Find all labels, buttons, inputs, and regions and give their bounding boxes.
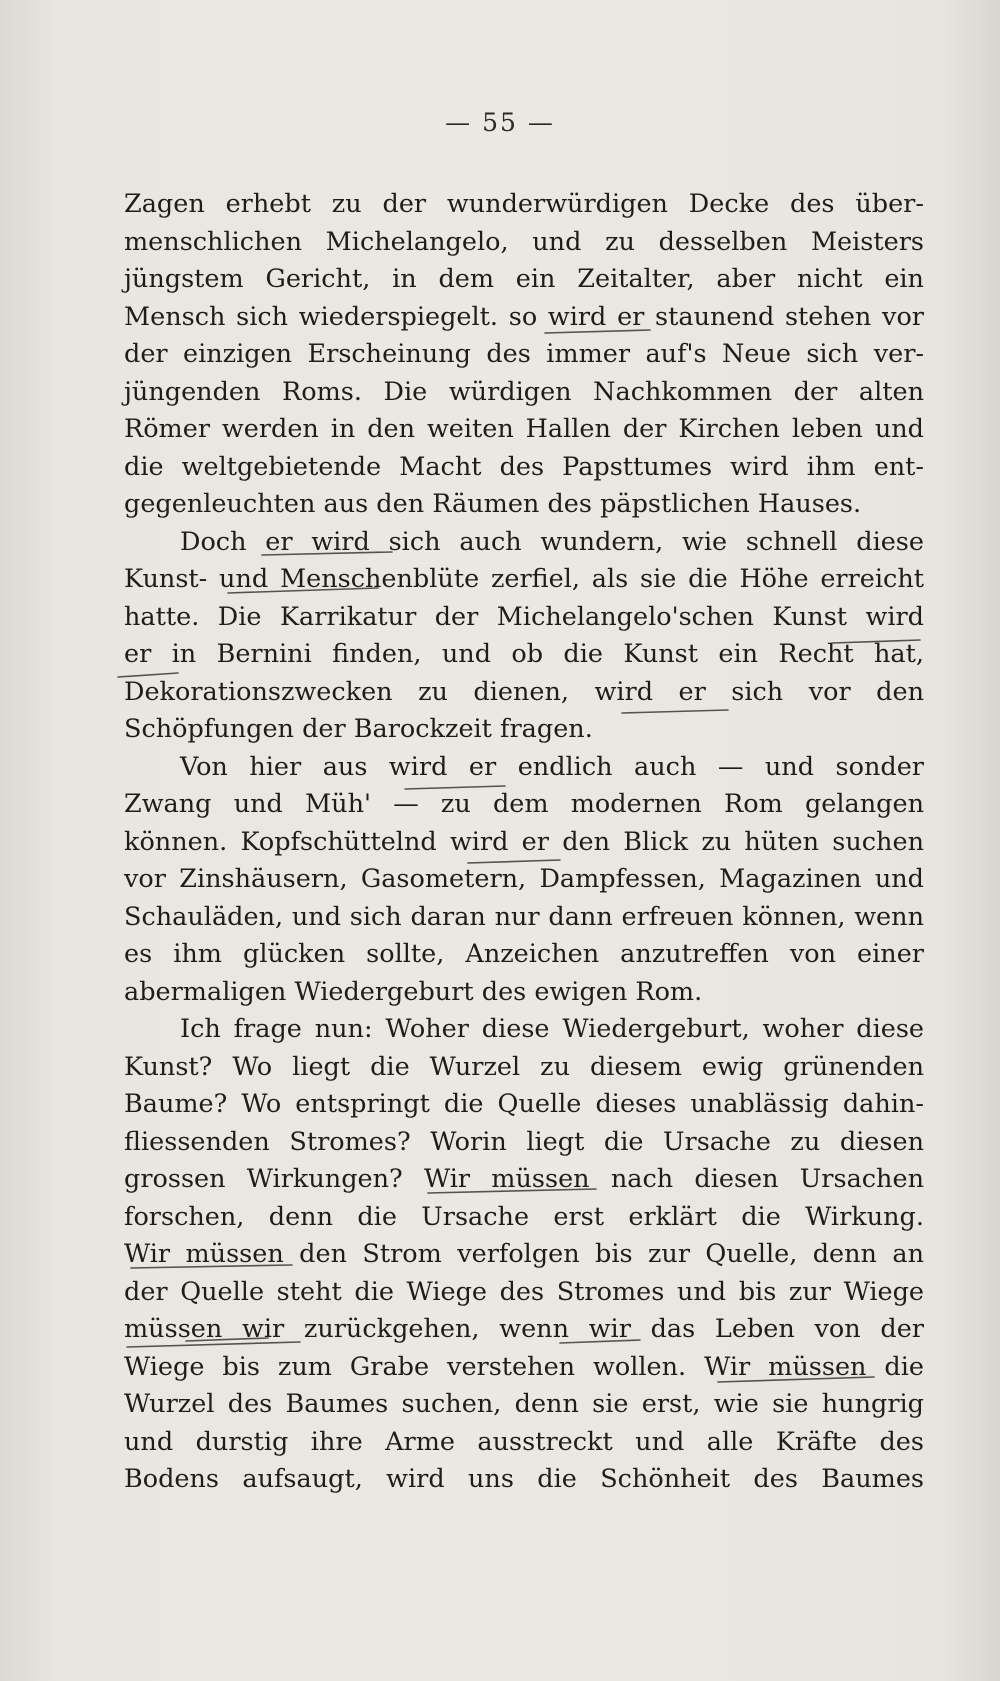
text-line: er in Bernini finden, und ob die Kunst ein Recht hat, <box>124 639 924 669</box>
text-line: jüngstem Gericht, in dem ein Zeitalter, aber nicht ein <box>124 264 924 294</box>
text-line: fliessenden Stromes? Worin liegt die Ursache zu diesen <box>124 1126 924 1157</box>
text-line: es ihm glücken sollte, Anzeichen anzutreffen von einer <box>124 939 924 969</box>
text-line: forschen, denn die Ursache erst erklärt die Wirkung. <box>124 1201 924 1232</box>
text-line: Kunst? Wo liegt die Wurzel zu diesem ewig grünenden <box>124 1051 924 1082</box>
text-line: können. Kopfschüttelnd wird er den Blick zu hüten suchen <box>124 826 924 857</box>
text-line: Schöpfungen der Barockzeit fragen. <box>124 714 593 744</box>
body-text <box>124 186 924 1499</box>
text-line: Wurzel des Baumes suchen, denn sie erst, wie sie hungrig <box>124 1389 924 1419</box>
text-line: Mensch sich wiederspiegelt. so wird er staunend stehen vor <box>124 301 924 332</box>
text-line: der Quelle steht die Wiege des Stromes und bis zur Wiege <box>124 1276 924 1307</box>
text-line: Wiege bis zum Grabe verstehen wollen. Wir müssen die <box>124 1351 924 1382</box>
text-line: Doch er wird sich auch wundern, wie schnell diese <box>180 526 924 557</box>
text-line: Baume? Wo entspringt die Quelle dieses unablässig dahin- <box>124 1089 924 1119</box>
text-line: Bodens aufsaugt, wird uns die Schönheit des Baumes <box>124 1464 924 1494</box>
text-line: vor Zinshäusern, Gasometern, Dampfessen, Magazinen und <box>124 864 924 894</box>
text-line: gegenleuchten aus den Räumen des päpstlichen Hauses. <box>124 489 862 519</box>
text-line: Schauläden, und sich daran nur dann erfreuen können, wenn <box>124 901 924 932</box>
text-line: jüngenden Roms. Die würdigen Nachkommen der alten <box>124 376 924 407</box>
text-line: müssen wir zurückgehen, wenn wir das Leben von der <box>124 1314 924 1344</box>
text-line: Zwang und Müh' — zu dem modernen Rom gelangen <box>124 789 924 819</box>
text-line: Von hier aus wird er endlich auch — und sonder <box>180 751 924 782</box>
page-number: — 55 — <box>445 108 555 137</box>
text-line: die weltgebietende Macht des Papsttumes wird ihm ent- <box>124 451 924 482</box>
text-line: hatte. Die Karrikatur der Michelangelo'schen Kunst wird <box>124 601 924 632</box>
text-line: Wir müssen den Strom verfolgen bis zur Quelle, denn an <box>124 1239 924 1269</box>
text-line: und durstig ihre Arme ausstreckt und alle Kräfte des <box>124 1426 924 1457</box>
text-line: abermaligen Wiedergeburt des ewigen Rom. <box>124 976 703 1007</box>
text-line: Dekorationszwecken zu dienen, wird er sich vor den <box>124 676 924 707</box>
text-line: Römer werden in den weiten Hallen der Kirchen leben und <box>124 414 924 444</box>
text-line: grossen Wirkungen? Wir müssen nach diesen Ursachen <box>124 1164 924 1194</box>
text-line: Ich frage nun: Woher diese Wiedergeburt, woher diese <box>180 1014 924 1044</box>
text-line: der einzigen Erscheinung des immer auf's Neue sich ver- <box>124 339 924 369</box>
text-line: menschlichen Michelangelo, und zu desselben Meisters <box>124 226 924 257</box>
text-line: Zagen erhebt zu der wunderwürdigen Decke des über- <box>124 189 924 219</box>
text-line: Kunst- und Menschenblüte zerfiel, als sie die Höhe erreicht <box>124 564 924 594</box>
